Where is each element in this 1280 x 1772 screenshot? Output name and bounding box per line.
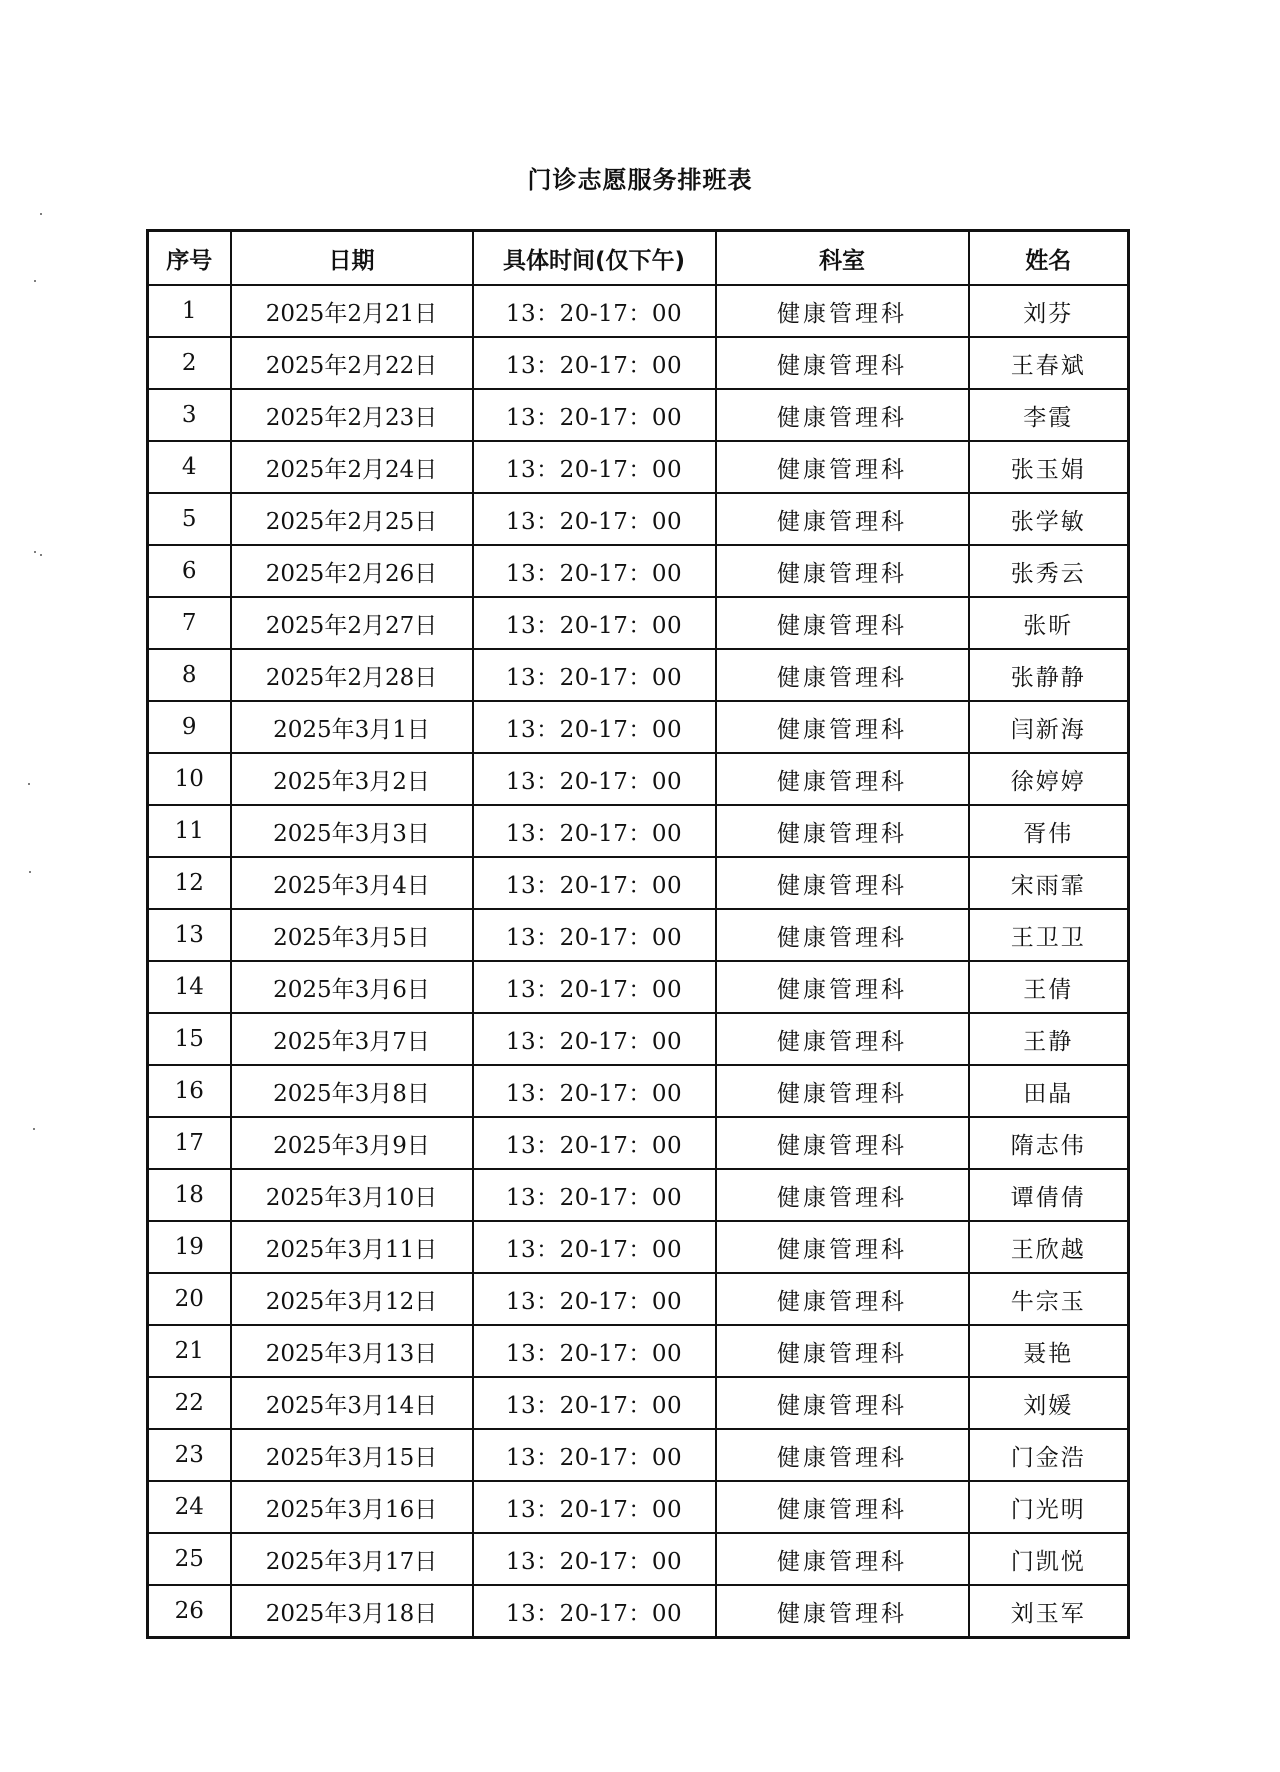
cell-name: 隋志伟 (969, 1117, 1129, 1169)
cell-department: 健康管理科 (716, 285, 969, 337)
cell-name: 刘芬 (969, 285, 1129, 337)
cell-index: 14 (148, 961, 231, 1013)
cell-date: 2025年3月4日 (231, 857, 473, 909)
cell-department: 健康管理科 (716, 1533, 969, 1585)
cell-index: 20 (148, 1273, 231, 1325)
cell-name: 李霞 (969, 389, 1129, 441)
cell-date: 2025年3月13日 (231, 1325, 473, 1377)
table-row (148, 1273, 1129, 1325)
cell-time: 13：20-17：00 (473, 701, 716, 753)
cell-department: 健康管理科 (716, 441, 969, 493)
table-row (148, 805, 1129, 857)
header-department: 科室 (716, 231, 969, 286)
scan-speck (33, 1128, 35, 1130)
cell-index: 15 (148, 1013, 231, 1065)
table-row (148, 1429, 1129, 1481)
cell-name: 张学敏 (969, 493, 1129, 545)
cell-name: 张秀云 (969, 545, 1129, 597)
cell-date: 2025年3月8日 (231, 1065, 473, 1117)
table-row (148, 441, 1129, 493)
table-row (148, 909, 1129, 961)
table-row (148, 389, 1129, 441)
cell-name: 王春斌 (969, 337, 1129, 389)
cell-department: 健康管理科 (716, 857, 969, 909)
header-index: 序号 (148, 231, 231, 286)
cell-department: 健康管理科 (716, 1169, 969, 1221)
table-row (148, 493, 1129, 545)
scan-speck (29, 871, 31, 873)
cell-name: 徐婷婷 (969, 753, 1129, 805)
table-row (148, 1013, 1129, 1065)
cell-index: 10 (148, 753, 231, 805)
cell-index: 25 (148, 1533, 231, 1585)
cell-index: 12 (148, 857, 231, 909)
cell-date: 2025年3月12日 (231, 1273, 473, 1325)
header-name: 姓名 (969, 231, 1129, 286)
cell-name: 牛宗玉 (969, 1273, 1129, 1325)
table-row (148, 701, 1129, 753)
table-row (148, 649, 1129, 701)
table-row (148, 857, 1129, 909)
schedule-table (146, 229, 1130, 1639)
cell-name: 田晶 (969, 1065, 1129, 1117)
table-row (148, 1065, 1129, 1117)
scan-speck (40, 213, 42, 215)
table-row (148, 1325, 1129, 1377)
cell-index: 4 (148, 441, 231, 493)
cell-time: 13：20-17：00 (473, 1117, 716, 1169)
cell-name: 王静 (969, 1013, 1129, 1065)
cell-name: 闫新海 (969, 701, 1129, 753)
cell-department: 健康管理科 (716, 545, 969, 597)
cell-time: 13：20-17：00 (473, 1377, 716, 1429)
cell-index: 21 (148, 1325, 231, 1377)
cell-name: 胥伟 (969, 805, 1129, 857)
cell-time: 13：20-17：00 (473, 1429, 716, 1481)
cell-index: 2 (148, 337, 231, 389)
cell-time: 13：20-17：00 (473, 389, 716, 441)
cell-name: 张静静 (969, 649, 1129, 701)
cell-department: 健康管理科 (716, 753, 969, 805)
table-row (148, 1117, 1129, 1169)
cell-name: 门光明 (969, 1481, 1129, 1533)
cell-department: 健康管理科 (716, 1013, 969, 1065)
cell-department: 健康管理科 (716, 1221, 969, 1273)
cell-date: 2025年3月18日 (231, 1585, 473, 1638)
cell-index: 23 (148, 1429, 231, 1481)
cell-index: 17 (148, 1117, 231, 1169)
cell-time: 13：20-17：00 (473, 753, 716, 805)
cell-name: 聂艳 (969, 1325, 1129, 1377)
cell-index: 7 (148, 597, 231, 649)
scan-speck (34, 551, 36, 553)
cell-index: 18 (148, 1169, 231, 1221)
cell-date: 2025年2月28日 (231, 649, 473, 701)
cell-date: 2025年3月7日 (231, 1013, 473, 1065)
cell-date: 2025年3月6日 (231, 961, 473, 1013)
cell-date: 2025年2月27日 (231, 597, 473, 649)
table-row (148, 1481, 1129, 1533)
cell-date: 2025年3月10日 (231, 1169, 473, 1221)
cell-department: 健康管理科 (716, 493, 969, 545)
cell-index: 5 (148, 493, 231, 545)
cell-date: 2025年3月14日 (231, 1377, 473, 1429)
cell-department: 健康管理科 (716, 337, 969, 389)
table-row (148, 597, 1129, 649)
cell-date: 2025年2月21日 (231, 285, 473, 337)
cell-department: 健康管理科 (716, 1429, 969, 1481)
cell-name: 宋雨霏 (969, 857, 1129, 909)
cell-date: 2025年3月2日 (231, 753, 473, 805)
cell-time: 13：20-17：00 (473, 1273, 716, 1325)
cell-time: 13：20-17：00 (473, 961, 716, 1013)
cell-date: 2025年3月16日 (231, 1481, 473, 1533)
scan-speck (40, 554, 42, 556)
cell-time: 13：20-17：00 (473, 805, 716, 857)
cell-department: 健康管理科 (716, 597, 969, 649)
cell-index: 1 (148, 285, 231, 337)
cell-department: 健康管理科 (716, 961, 969, 1013)
cell-department: 健康管理科 (716, 1377, 969, 1429)
cell-time: 13：20-17：00 (473, 1013, 716, 1065)
cell-name: 张玉娟 (969, 441, 1129, 493)
table-row (148, 545, 1129, 597)
table-row (148, 1533, 1129, 1585)
cell-time: 13：20-17：00 (473, 337, 716, 389)
header-time: 具体时间(仅下午) (473, 231, 716, 286)
cell-name: 谭倩倩 (969, 1169, 1129, 1221)
cell-index: 19 (148, 1221, 231, 1273)
cell-time: 13：20-17：00 (473, 1221, 716, 1273)
cell-name: 刘玉军 (969, 1585, 1129, 1638)
table-row (148, 961, 1129, 1013)
cell-name: 门凯悦 (969, 1533, 1129, 1585)
table-row (148, 1169, 1129, 1221)
cell-department: 健康管理科 (716, 1481, 969, 1533)
cell-department: 健康管理科 (716, 1325, 969, 1377)
table-row (148, 1377, 1129, 1429)
cell-time: 13：20-17：00 (473, 1533, 716, 1585)
cell-time: 13：20-17：00 (473, 493, 716, 545)
cell-department: 健康管理科 (716, 1273, 969, 1325)
cell-date: 2025年2月25日 (231, 493, 473, 545)
cell-date: 2025年3月5日 (231, 909, 473, 961)
cell-date: 2025年2月23日 (231, 389, 473, 441)
cell-time: 13：20-17：00 (473, 1169, 716, 1221)
cell-department: 健康管理科 (716, 701, 969, 753)
cell-time: 13：20-17：00 (473, 857, 716, 909)
cell-date: 2025年3月9日 (231, 1117, 473, 1169)
cell-index: 16 (148, 1065, 231, 1117)
header-date: 日期 (231, 231, 473, 286)
table-row (148, 753, 1129, 805)
cell-date: 2025年2月22日 (231, 337, 473, 389)
table-body (148, 285, 1129, 1638)
cell-name: 王倩 (969, 961, 1129, 1013)
cell-time: 13：20-17：00 (473, 1585, 716, 1638)
cell-date: 2025年3月15日 (231, 1429, 473, 1481)
cell-date: 2025年3月3日 (231, 805, 473, 857)
cell-time: 13：20-17：00 (473, 285, 716, 337)
cell-index: 8 (148, 649, 231, 701)
cell-time: 13：20-17：00 (473, 1481, 716, 1533)
cell-department: 健康管理科 (716, 649, 969, 701)
cell-name: 刘媛 (969, 1377, 1129, 1429)
cell-index: 24 (148, 1481, 231, 1533)
cell-time: 13：20-17：00 (473, 909, 716, 961)
cell-index: 22 (148, 1377, 231, 1429)
cell-time: 13：20-17：00 (473, 1325, 716, 1377)
cell-date: 2025年3月11日 (231, 1221, 473, 1273)
cell-department: 健康管理科 (716, 1117, 969, 1169)
scan-speck (28, 783, 30, 785)
cell-index: 26 (148, 1585, 231, 1638)
scan-speck (34, 280, 36, 282)
table-row (148, 1221, 1129, 1273)
cell-department: 健康管理科 (716, 389, 969, 441)
cell-index: 6 (148, 545, 231, 597)
cell-date: 2025年2月24日 (231, 441, 473, 493)
cell-index: 11 (148, 805, 231, 857)
cell-department: 健康管理科 (716, 805, 969, 857)
cell-department: 健康管理科 (716, 909, 969, 961)
table-header-row (148, 231, 1129, 286)
cell-index: 9 (148, 701, 231, 753)
cell-name: 王卫卫 (969, 909, 1129, 961)
cell-name: 张昕 (969, 597, 1129, 649)
cell-index: 13 (148, 909, 231, 961)
cell-date: 2025年3月1日 (231, 701, 473, 753)
page-title: 门诊志愿服务排班表 (527, 166, 753, 194)
cell-time: 13：20-17：00 (473, 649, 716, 701)
cell-date: 2025年3月17日 (231, 1533, 473, 1585)
cell-time: 13：20-17：00 (473, 597, 716, 649)
cell-name: 门金浩 (969, 1429, 1129, 1481)
cell-time: 13：20-17：00 (473, 1065, 716, 1117)
cell-time: 13：20-17：00 (473, 441, 716, 493)
cell-time: 13：20-17：00 (473, 545, 716, 597)
table-row (148, 285, 1129, 337)
cell-department: 健康管理科 (716, 1585, 969, 1638)
cell-department: 健康管理科 (716, 1065, 969, 1117)
cell-date: 2025年2月26日 (231, 545, 473, 597)
table-row (148, 1585, 1129, 1638)
cell-name: 王欣越 (969, 1221, 1129, 1273)
cell-index: 3 (148, 389, 231, 441)
table-row (148, 337, 1129, 389)
